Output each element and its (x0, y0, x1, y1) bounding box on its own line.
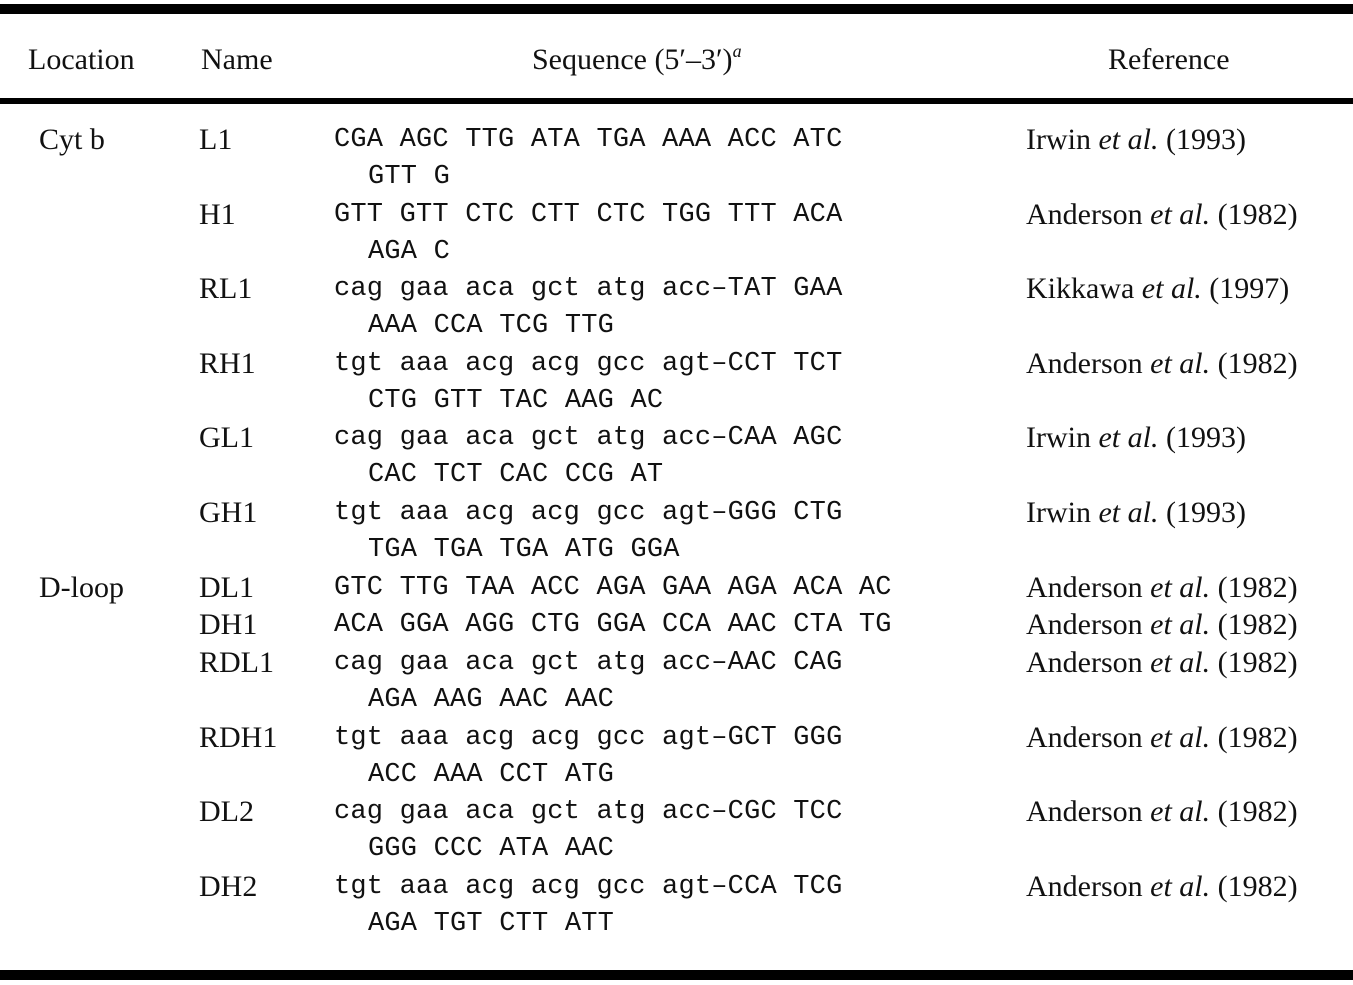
reference-author: Anderson (1026, 721, 1143, 754)
sequence-line-1: tgt aaa acg acg gcc agt–GGG CTG (334, 498, 843, 528)
primer-name-cell: RL1 (199, 272, 253, 305)
reference-year: (1982) (1217, 198, 1298, 231)
reference-author: Anderson (1026, 870, 1143, 903)
reference-year: (1997) (1209, 272, 1290, 305)
primer-name-cell: DL1 (199, 571, 254, 604)
primer-name-cell: RDL1 (199, 646, 274, 679)
reference-author: Irwin (1026, 496, 1091, 529)
primer-name-cell: DH2 (199, 870, 258, 903)
location-cell: Cyt b (39, 123, 105, 156)
sequence-cell (334, 869, 842, 943)
sequence-line-1: cag gaa aca gct atg acc–TAT GAA (334, 274, 843, 304)
primer-name-cell: RH1 (199, 347, 256, 380)
reference-cell (1026, 271, 1289, 307)
sequence-line-1: tgt aaa acg acg gcc agt–CCT TCT (334, 349, 843, 379)
reference-year: (1982) (1217, 347, 1298, 380)
reference-etal: et al. (1141, 272, 1202, 305)
reference-author: Anderson (1026, 571, 1143, 604)
sequence-line-2: AGA AAG AAC AAC (368, 685, 615, 715)
primer-name-cell: RDH1 (199, 721, 278, 754)
reference-author: Anderson (1026, 646, 1143, 679)
primer-name-cell: H1 (199, 198, 236, 231)
reference-author: Kikkawa (1026, 272, 1135, 305)
reference-etal: et al. (1150, 571, 1211, 604)
header-sequence-label: Sequence (5′–3′) (532, 43, 733, 76)
reference-etal: et al. (1098, 123, 1159, 156)
reference-etal: et al. (1150, 870, 1211, 903)
sequence-line-2: GTT G (368, 162, 451, 192)
primer-name-cell: DL2 (199, 795, 254, 828)
sequence-cell (334, 720, 842, 794)
reference-cell (1026, 645, 1298, 681)
location-cell: D-loop (39, 571, 124, 604)
sequence-line-2: AGA C (368, 237, 451, 267)
reference-author: Irwin (1026, 123, 1091, 156)
sequence-cell (334, 645, 842, 719)
reference-cell (1026, 122, 1246, 158)
reference-year: (1982) (1217, 608, 1298, 641)
reference-author: Anderson (1026, 347, 1143, 380)
reference-cell (1026, 197, 1298, 233)
reference-year: (1982) (1217, 795, 1298, 828)
sequence-cell (334, 607, 892, 644)
primer-name-cell: GH1 (199, 496, 258, 529)
reference-year: (1982) (1217, 870, 1298, 903)
sequence-cell (334, 794, 842, 868)
sequence-line-1: CGA AGC TTG ATA TGA AAA ACC ATC (334, 125, 843, 155)
sequence-line-2: ACC AAA CCT ATG (368, 760, 615, 790)
sequence-line-1: ACA GGA AGG CTG GGA CCA AAC CTA TG (334, 610, 892, 640)
reference-year: (1993) (1165, 496, 1246, 529)
reference-author: Anderson (1026, 198, 1143, 231)
reference-author: Anderson (1026, 795, 1143, 828)
sequence-cell (334, 570, 892, 607)
reference-cell (1026, 346, 1298, 382)
sequence-line-2: CTG GTT TAC AAG AC (368, 386, 664, 416)
reference-author: Irwin (1026, 421, 1091, 454)
sequence-cell (334, 420, 842, 494)
reference-year: (1993) (1165, 421, 1246, 454)
header-location: Location (28, 43, 135, 76)
reference-year: (1993) (1165, 123, 1246, 156)
reference-etal: et al. (1098, 421, 1159, 454)
reference-etal: et al. (1150, 795, 1211, 828)
sequence-line-1: GTT GTT CTC CTT CTC TGG TTT ACA (334, 200, 843, 230)
header-reference: Reference (1108, 43, 1230, 76)
sequence-line-1: tgt aaa acg acg gcc agt–GCT GGG (334, 723, 843, 753)
reference-etal: et al. (1150, 347, 1211, 380)
sequence-line-2: CAC TCT CAC CCG AT (368, 460, 664, 490)
reference-cell (1026, 495, 1246, 531)
reference-year: (1982) (1217, 571, 1298, 604)
reference-year: (1982) (1217, 721, 1298, 754)
reference-cell (1026, 869, 1298, 905)
reference-year: (1982) (1217, 646, 1298, 679)
reference-etal: et al. (1150, 646, 1211, 679)
sequence-line-1: cag gaa aca gct atg acc–AAC CAG (334, 648, 843, 678)
sequence-line-2: AAA CCA TCG TTG (368, 311, 615, 341)
reference-cell (1026, 420, 1246, 456)
primer-name-cell: DH1 (199, 608, 258, 641)
sequence-line-1: tgt aaa acg acg gcc agt–CCA TCG (334, 872, 843, 902)
reference-etal: et al. (1098, 496, 1159, 529)
sequence-cell (334, 346, 842, 420)
sequence-cell (334, 197, 842, 271)
table-top-rule (0, 4, 1353, 14)
header-sequence (532, 40, 742, 80)
sequence-cell (334, 495, 842, 569)
reference-cell (1026, 720, 1298, 756)
sequence-line-2: GGG CCC ATA AAC (368, 834, 615, 864)
table-bottom-rule (0, 970, 1353, 980)
reference-etal: et al. (1150, 198, 1211, 231)
sequence-line-1: GTC TTG TAA ACC AGA GAA AGA ACA AC (334, 573, 892, 603)
reference-cell (1026, 794, 1298, 830)
sequence-line-2: AGA TGT CTT ATT (368, 909, 615, 939)
reference-author: Anderson (1026, 608, 1143, 641)
primer-name-cell: GL1 (199, 421, 254, 454)
sequence-line-2: TGA TGA TGA ATG GGA (368, 535, 680, 565)
header-sequence-footnote: a (732, 41, 742, 61)
sequence-line-1: cag gaa aca gct atg acc–CGC TCC (334, 797, 843, 827)
reference-etal: et al. (1150, 721, 1211, 754)
table-header-rule (0, 98, 1353, 104)
sequence-cell (334, 271, 842, 345)
primer-name-cell: L1 (199, 123, 233, 156)
sequence-cell (334, 122, 842, 196)
reference-cell (1026, 570, 1298, 606)
reference-cell (1026, 607, 1298, 643)
reference-etal: et al. (1150, 608, 1211, 641)
sequence-line-1: cag gaa aca gct atg acc–CAA AGC (334, 423, 843, 453)
header-name: Name (201, 43, 273, 76)
